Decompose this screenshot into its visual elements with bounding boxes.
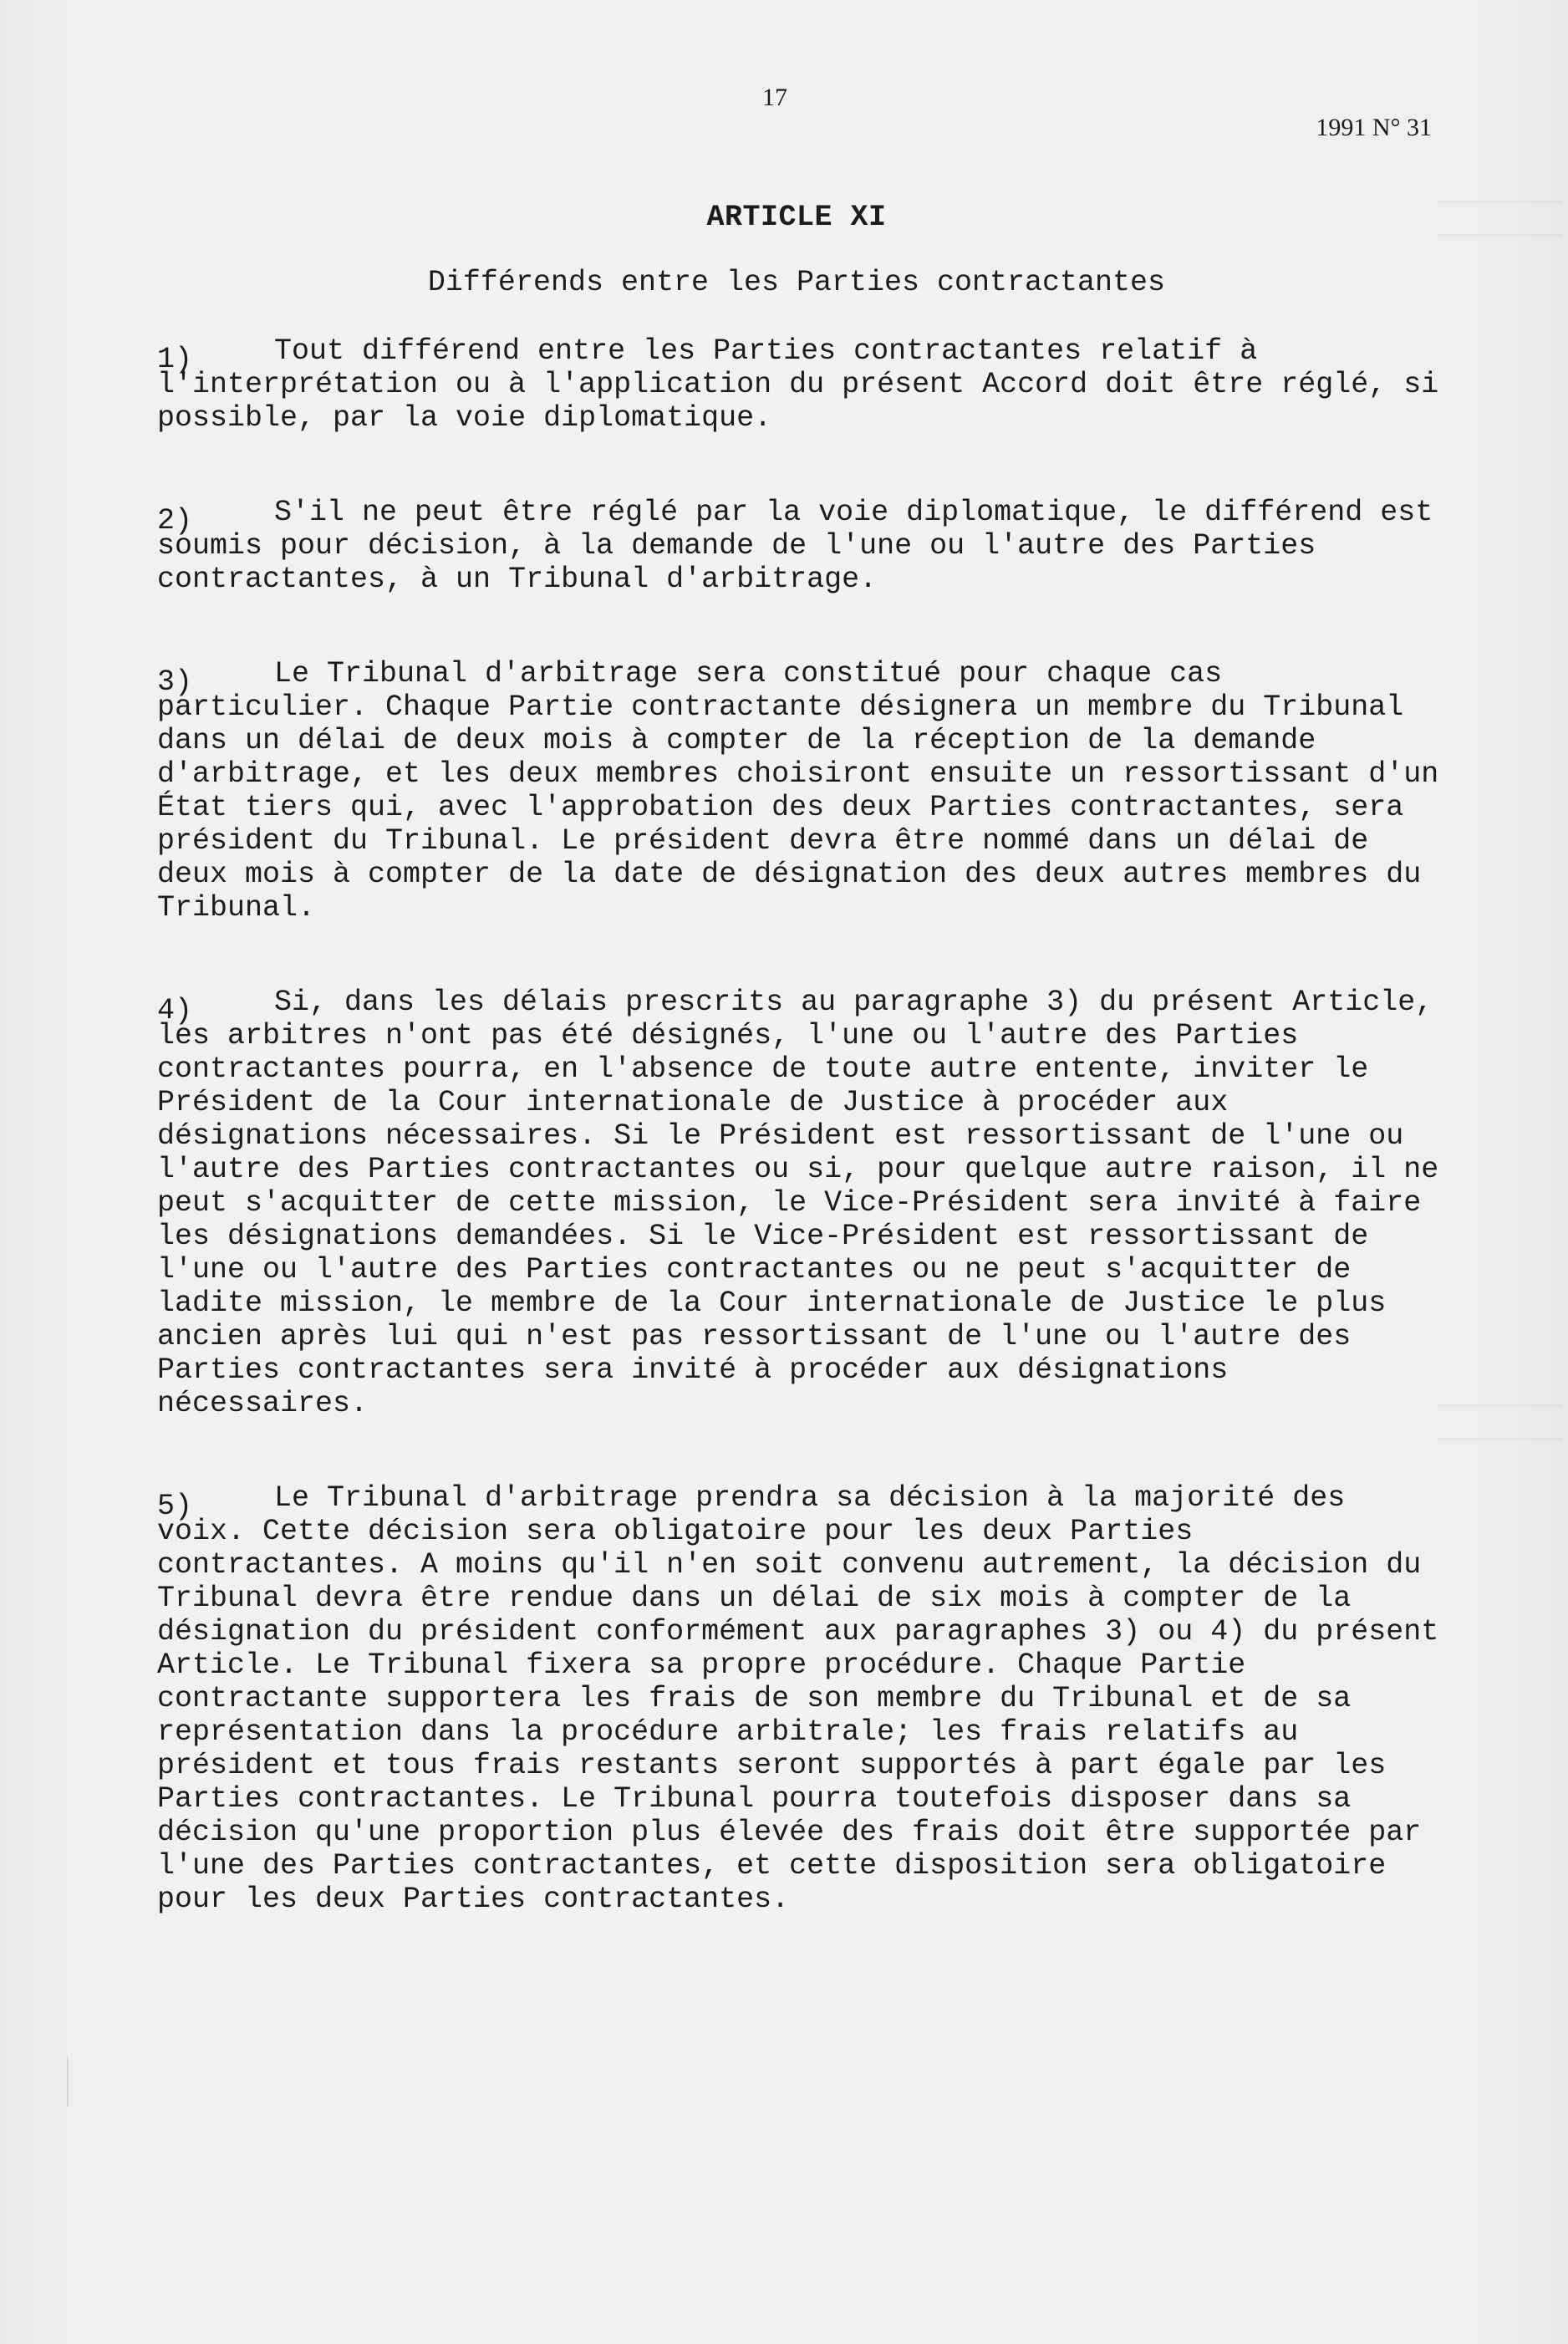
paragraph-number: 4) bbox=[157, 994, 193, 1027]
article-heading: ARTICLE XI bbox=[706, 201, 887, 234]
article-body bbox=[157, 334, 1444, 1977]
paragraph-text: Le Tribunal d'arbitrage sera constitué pour chaque cas particulier. Chaque Partie contractante désignera un membre du Tribunal dans un délai de deux mois à compter de la réception de la demande d'arbitrage, et les deux membres choisiront ensuite un ressortissant d'un État tiers qui, avec l'approbation des deux Parties contractantes, sera président du Tribunal. Le président devra être nommé dans un délai de deux mois à compter de la date de désignation des deux autres membres du Tribunal. bbox=[157, 657, 1439, 925]
paragraph-number: 1) bbox=[157, 343, 193, 376]
paragraph-4 bbox=[157, 986, 1444, 1420]
paragraph-text: Tout différend entre les Parties contractantes relatif à l'interprétation ou à l'application du présent Accord doit être réglé, si possible, par la voie diplomatique. bbox=[157, 334, 1439, 435]
paragraph-5 bbox=[157, 1481, 1444, 1916]
page-number: 17 bbox=[762, 84, 787, 111]
paragraph-2 bbox=[157, 496, 1444, 596]
paragraph-3 bbox=[157, 657, 1444, 925]
paragraph-text: Si, dans les délais prescrits au paragraphe 3) du présent Article, les arbitres n'ont pas été désignés, l'une ou l'autre des Parties contractantes pourra, en l'absence de toute autre entente, inviter le Président de la Cour internationale de Justice à procéder aux désignations nécessaires. Si le Président est ressortissant de l'une ou l'autre des Parties contractantes ou si, pour quelque autre raison, il ne peut s'acquitter de cette mission, le Vice-Président sera invité à faire les désignations demandées. Si le Vice-Président est ressortissant de l'une ou l'autre des Parties contractantes ou ne peut s'acquitter de ladite mission, le membre de la Cour internationale de Justice le plus ancien après lui qui n'est pas ressortissant de l'une ou l'autre des Parties contractantes sera invité à procéder aux désignations nécessaires. bbox=[157, 986, 1439, 1420]
page-fold-mark bbox=[67, 2056, 69, 2107]
paragraph-1 bbox=[157, 334, 1444, 435]
paragraph-number: 2) bbox=[157, 504, 193, 538]
article-subtitle: Différends entre les Parties contractantes bbox=[427, 266, 1166, 299]
show-through-shadow bbox=[1438, 1404, 1563, 1463]
paragraph-number: 3) bbox=[157, 665, 193, 699]
paragraph-number: 5) bbox=[157, 1490, 193, 1523]
paragraph-text: S'il ne peut être réglé par la voie diplomatique, le différend est soumis pour décision, à la demande de l'une ou l'autre des Parties contractantes, à un Tribunal d'arbitrage. bbox=[157, 496, 1433, 596]
document-reference: 1991 N° 31 bbox=[1316, 114, 1432, 141]
paragraph-text: Le Tribunal d'arbitrage prendra sa décision à la majorité des voix. Cette décision sera obligatoire pour les deux Parties contractantes. A moins qu'il n'en soit convenu autrement, la décision du Tribunal devra être rendue dans un délai de six mois à compter de la désignation du président conformément aux paragraphes 3) ou 4) du présent Article. Le Tribunal fixera sa propre procédure. Chaque Partie contractante supportera les frais de son membre du Tribunal et de sa représentation dans la procédure arbitrale; les frais relatifs au président et tous frais restants seront supportés à part égale par les Parties contractantes. Le Tribunal pourra toutefois disposer dans sa décision qu'une proportion plus élevée des frais doit être supportée par l'une des Parties contractantes, et cette disposition sera obligatoire pour les deux Parties contractantes. bbox=[157, 1481, 1439, 1916]
